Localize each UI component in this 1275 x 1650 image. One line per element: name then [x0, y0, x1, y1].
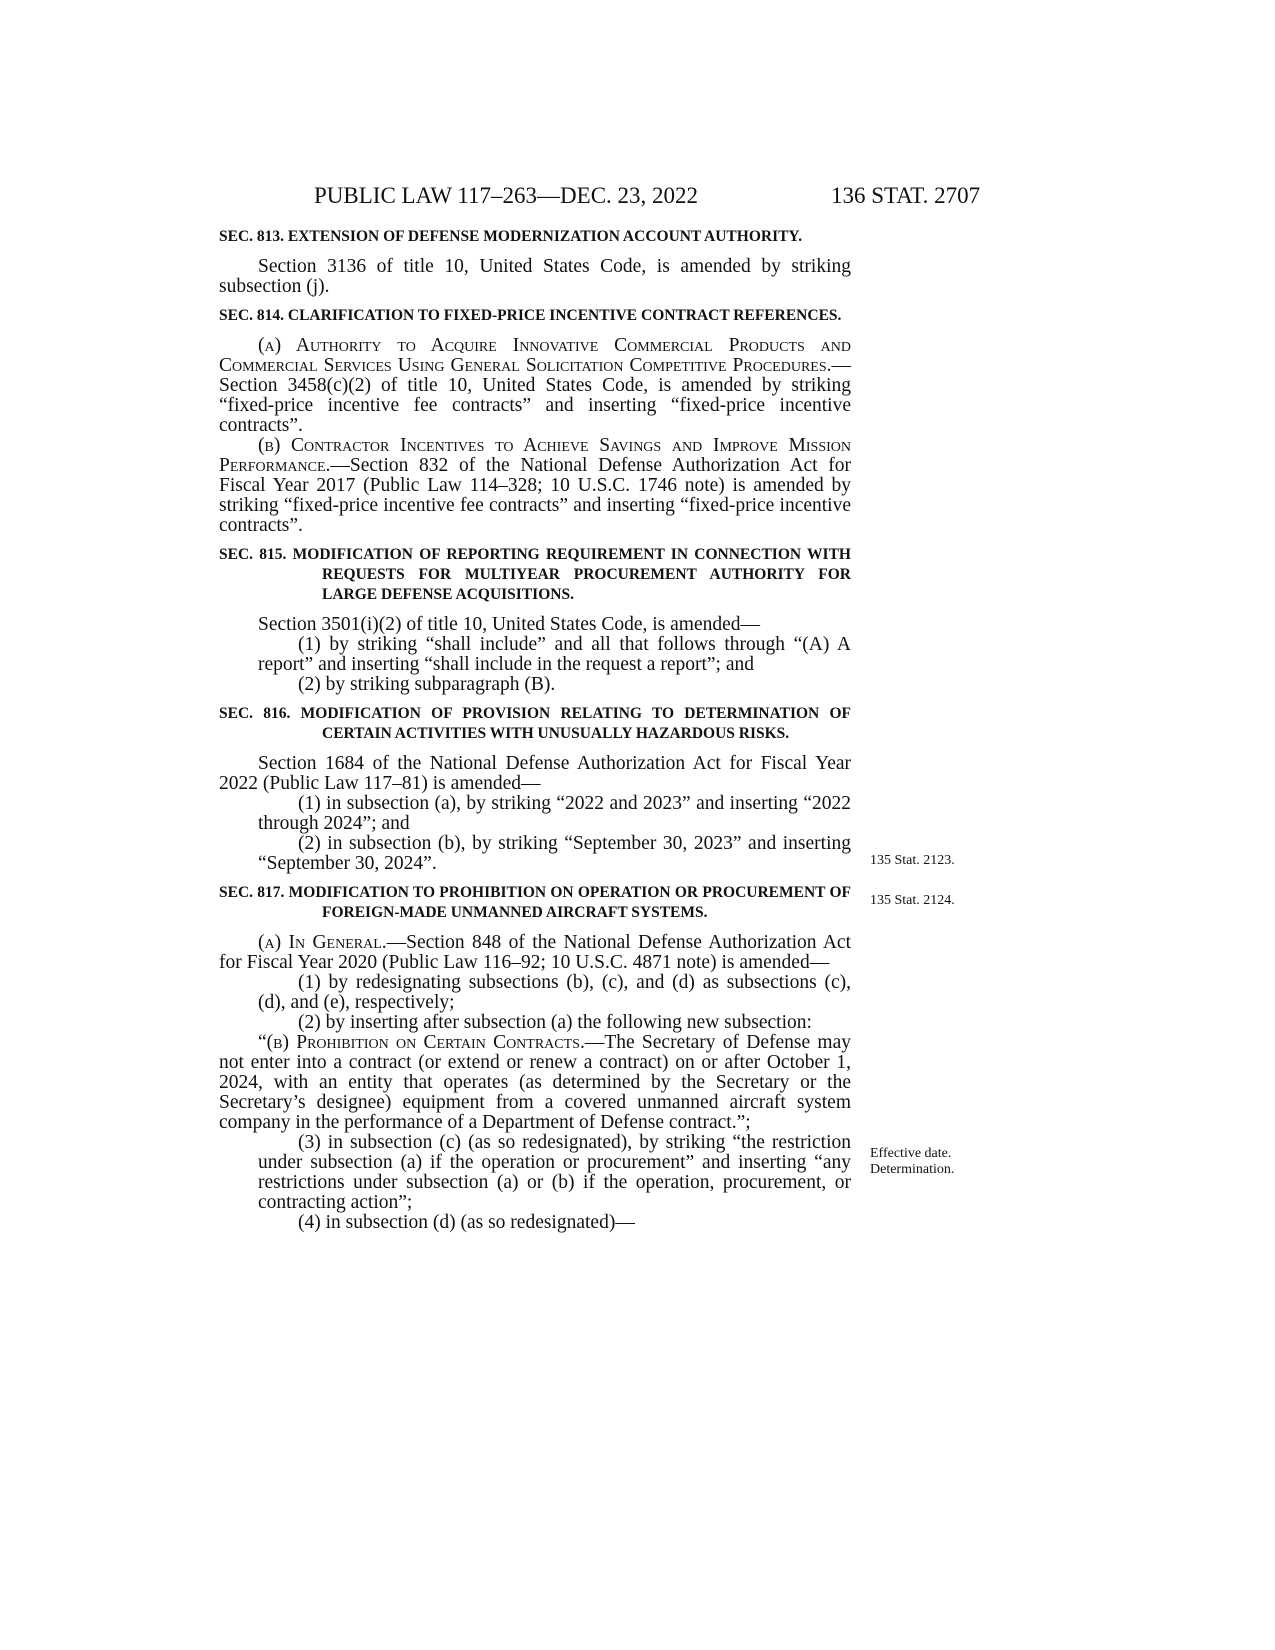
subsection-text: —Section 848 of the National Defense Authorization Act for Fiscal Year 2020 (Public Law 116–92; 10 U.S.C. 4871 note) is amended—	[219, 932, 851, 973]
margin-note-determination: Determination.	[870, 1162, 955, 1177]
section-814-subsection-a	[219, 336, 851, 436]
section-813-heading: SEC. 813. EXTENSION OF DEFENSE MODERNIZATION ACCOUNT AUTHORITY.	[219, 228, 803, 245]
quoted-subsection-caption: “(b) Prohibition on Certain Contracts.	[258, 1032, 585, 1053]
section-817-item-2: (2) by inserting after subsection (a) the following new subsection:	[298, 1012, 812, 1033]
subsection-caption: (a) Authority to Acquire Innovative Commercial Products and Commercial Services Using General Solicitation Competitive Procedures.	[219, 335, 851, 376]
margin-note-stat-2124: 135 Stat. 2124.	[870, 893, 955, 908]
margin-note-stat-2123: 135 Stat. 2123.	[870, 853, 955, 868]
section-816-intro: Section 1684 of the National Defense Authorization Act for Fiscal Year 2022 (Public Law 117–81) is amended—	[219, 753, 851, 794]
margin-note-effective-date: Effective date.	[870, 1146, 952, 1161]
section-817-item-1: (1) by redesignating subsections (b), (c), and (d) as subsections (c), (d), and (e), respectively;	[258, 972, 851, 1013]
subsection-caption: (a) In General.	[258, 932, 387, 953]
section-815-item-2: (2) by striking subparagraph (B).	[298, 674, 556, 695]
section-815-intro: Section 3501(i)(2) of title 10, United States Code, is amended—	[258, 614, 761, 635]
subsection-caption: (b) Contractor Incentives to Achieve Savings and Improve Mission Performance.	[219, 435, 851, 476]
section-814-heading: SEC. 814. CLARIFICATION TO FIXED-PRICE INCENTIVE CONTRACT REFERENCES.	[219, 307, 842, 324]
quoted-subsection-text: —The Secretary of Defense may not enter into a contract (or extend or renew a contract) on or after October 1, 2024, with an entity that operates (as determined by the Secretary or the Secretary’s designee) equipment from a covered unmanned aircraft system company in the performance of a Department of Defense contract.”;	[219, 1032, 851, 1133]
running-header-title: PUBLIC LAW 117–263—DEC. 23, 2022	[314, 183, 699, 208]
section-813-text: Section 3136 of title 10, United States Code, is amended by striking subsection (j).	[219, 256, 851, 297]
section-816-item-2: (2) in subsection (b), by striking “September 30, 2023” and inserting “September 30, 2024”.	[258, 833, 851, 874]
section-815-heading: SEC. 815. MODIFICATION OF REPORTING REQUIREMENT IN CONNECTION WITH REQUESTS FOR MULTIYEAR PROCUREMENT AUTHORITY FOR LARGE DEFENSE ACQUISITIONS.	[219, 546, 851, 603]
section-817-subsection-a	[219, 933, 851, 973]
subsection-text: —Section 3458(c)(2) of title 10, United States Code, is amended by striking “fixed-price incentive fee contracts” and inserting “fixed-price incentive contracts”.	[219, 355, 851, 436]
section-817-heading: SEC. 817. MODIFICATION TO PROHIBITION ON OPERATION OR PROCUREMENT OF FOREIGN-MADE UNMANNED AIRCRAFT SYSTEMS.	[219, 884, 851, 921]
running-header-page-number: 136 STAT. 2707	[831, 183, 981, 208]
section-817-quoted-subsection-b	[219, 1033, 851, 1133]
section-817-item-3: (3) in subsection (c) (as so redesignated), by striking “the restriction under subsection (a) if the operation or procurement” and inserting “any restrictions under subsection (a) or (b) if the operation, procurement, or contracting action”;	[258, 1132, 851, 1213]
section-816-item-1: (1) in subsection (a), by striking “2022 and 2023” and inserting “2022 through 2024”; and	[258, 793, 851, 834]
subsection-text: —Section 832 of the National Defense Authorization Act for Fiscal Year 2017 (Public Law 114–328; 10 U.S.C. 1746 note) is amended by striking “fixed-price incentive fee contracts” and inserting “fixed-price incentive contracts”.	[219, 455, 851, 536]
section-817-item-4: (4) in subsection (d) (as so redesignated)—	[298, 1212, 635, 1233]
section-816-heading: SEC. 816. MODIFICATION OF PROVISION RELATING TO DETERMINATION OF CERTAIN ACTIVITIES WITH UNUSUALLY HAZARDOUS RISKS.	[219, 705, 851, 742]
section-814-subsection-b	[219, 436, 851, 536]
section-815-item-1: (1) by striking “shall include” and all that follows through “(A) A report” and inserting “shall include in the request a report”; and	[258, 634, 851, 675]
document-body	[219, 227, 851, 1233]
